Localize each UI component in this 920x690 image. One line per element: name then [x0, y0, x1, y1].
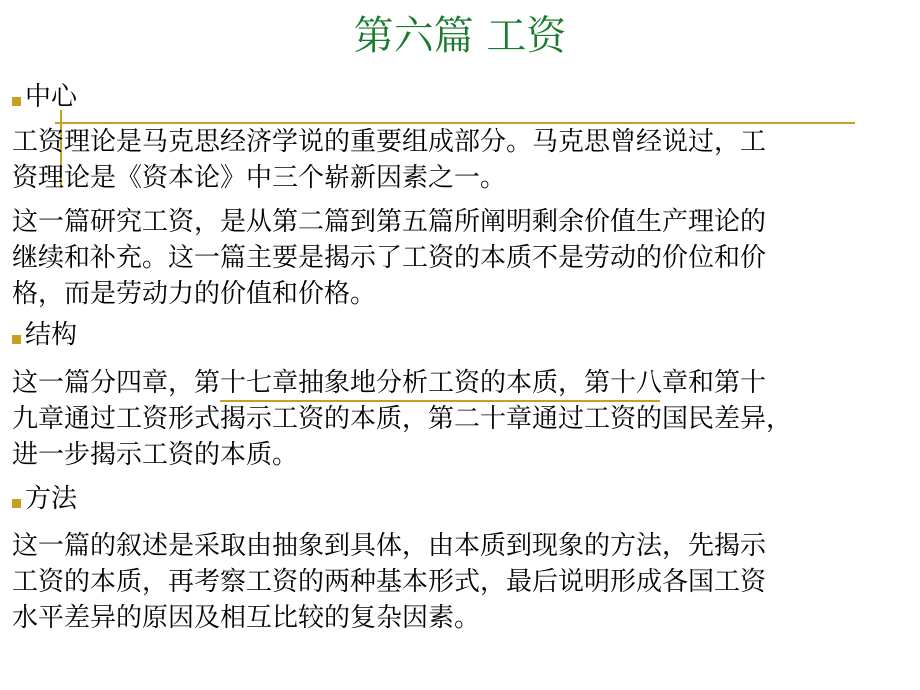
- section-heading-center: [12, 80, 77, 114]
- paragraph-method: 这一篇的叙述是采取由抽象到具体，由本质到现象的方法，先揭示 工资的本质，再考察工资的两种基本形式，最后说明形成各国工资 水平差异的原因及相互比较的复杂因素。: [12, 531, 767, 633]
- paragraph-structure: 这一篇分四章，第十七章抽象地分析工资的本质，第十八章和第十 九章通过工资形式揭示工资的本质，第二十章通过工资的国民差异， 进一步揭示工资的本质。: [12, 368, 793, 470]
- section-heading-label: 方法: [25, 484, 78, 514]
- slide-title: 第六篇 工资: [353, 13, 567, 59]
- paragraph-center-1: 工资理论是马克思经济学说的重要组成部分。马克思曾经说过，工 资理论是《资本论》中三个崭新因素之一。: [12, 127, 767, 193]
- section-heading-method: [12, 482, 77, 516]
- section-heading-label: 结构: [25, 320, 78, 350]
- square-bullet-icon: [12, 499, 21, 508]
- square-bullet-icon: [12, 335, 21, 344]
- decorative-underline: [220, 400, 660, 402]
- section-heading-structure: [12, 318, 77, 352]
- section-heading-label: 中心: [25, 82, 78, 112]
- paragraph-center-2: 这一篇研究工资，是从第二篇到第五篇所阐明剩余价值生产理论的 继续和补充。这一篇主要是揭示了工资的本质不是劳动的价位和价 格，而是劳动力的价值和价格。: [12, 207, 767, 309]
- square-bullet-icon: [12, 97, 21, 106]
